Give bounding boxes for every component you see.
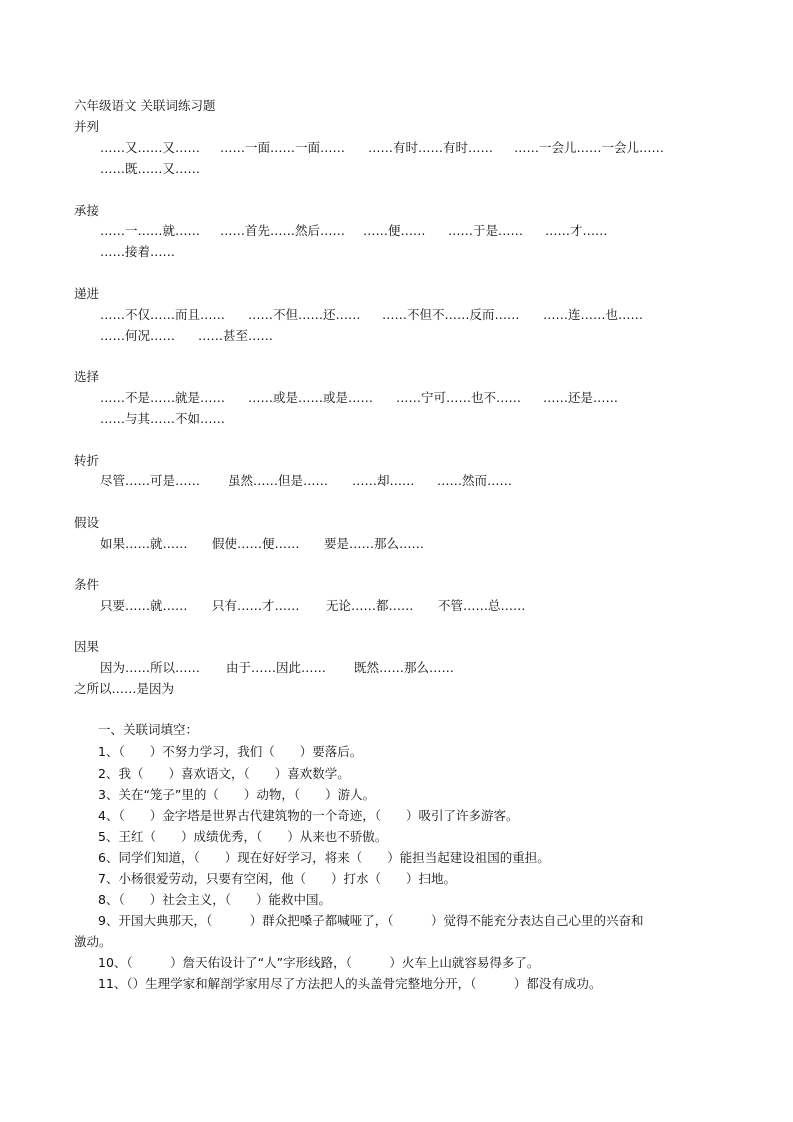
category-label-choice: 选择 <box>74 369 100 384</box>
category-label-parallel: 并列 <box>74 119 100 134</box>
conjunction-item: ……不但不……反而…… <box>382 307 520 322</box>
conjunction-item: 只要……就…… <box>100 598 188 613</box>
conjunction-item: ……还是…… <box>543 390 619 405</box>
question-3: 3、关在“笼子”里的（ ）动物，（ ）游人。 <box>98 787 376 802</box>
question-7: 7、小杨很爱劳动，只要有空闲，他（ ）打水（ ）扫地。 <box>98 871 456 886</box>
category-label-hypothesis: 假设 <box>74 515 100 530</box>
extra-conjunction: 之所以……是因为 <box>74 681 175 696</box>
category-label-sequence: 承接 <box>74 203 100 218</box>
conjunction-item: ……一面……一面…… <box>220 140 346 155</box>
conjunction-item: ……又……又…… <box>100 140 201 155</box>
conjunction-item: 既然……那么…… <box>354 660 455 675</box>
conjunction-item: 因为……所以…… <box>100 660 201 675</box>
conjunction-item: ……不但……还…… <box>248 307 361 322</box>
category-label-cause-effect: 因果 <box>74 639 100 654</box>
question-2: 2、我（ ）喜欢语文，（ ）喜欢数学。 <box>98 766 350 781</box>
conjunction-item: ……何况…… <box>100 328 176 343</box>
conjunction-item: ……却…… <box>352 473 415 488</box>
conjunction-item: ……有时……有时…… <box>368 140 494 155</box>
question-8: 8、（ ）社会主义，（ ）能救中国。 <box>98 892 331 907</box>
conjunction-item: 如果……就…… <box>100 536 188 551</box>
conjunction-item: ……与其……不如…… <box>100 411 226 426</box>
conjunction-item: 只有……才…… <box>212 598 300 613</box>
conjunction-item: 尽管……可是…… <box>100 473 201 488</box>
conjunction-item: ……不是……就是…… <box>100 390 226 405</box>
conjunction-item: ……或是……或是…… <box>248 390 374 405</box>
question-10: 10、（ ）詹天佑设计了“人”字形线路，（ ）火车上山就容易得多了。 <box>98 955 540 970</box>
conjunction-item: 无论……都…… <box>326 598 414 613</box>
conjunction-item: ……既……又…… <box>100 161 201 176</box>
conjunction-item: 虽然……但是…… <box>228 473 329 488</box>
question-1: 1、（ ）不努力学习，我们（ ）要落后。 <box>98 744 363 759</box>
conjunction-item: ……甚至…… <box>198 328 274 343</box>
question-9-continuation: 激动。 <box>74 934 112 949</box>
conjunction-item: ……然而…… <box>437 473 513 488</box>
conjunction-item: ……便…… <box>363 223 426 238</box>
question-4: 4、（ ）金字塔是世界古代建筑物的一个奇迹，（ ）吸引了许多游客。 <box>98 808 519 823</box>
conjunction-item: ……宁可……也不…… <box>396 390 522 405</box>
conjunction-item: 要是……那么…… <box>324 536 425 551</box>
category-label-condition: 条件 <box>74 577 100 592</box>
conjunction-item: 由于……因此…… <box>226 660 327 675</box>
question-11: 11、（）生理学家和解剖学家用尽了方法把人的头盖骨完整地分开，（ ）都没有成功。 <box>98 976 602 991</box>
conjunction-item: ……连……也…… <box>543 307 644 322</box>
conjunction-item: ……首先……然后…… <box>220 223 346 238</box>
category-label-contrast: 转折 <box>74 453 100 468</box>
category-label-progression: 递进 <box>74 286 100 301</box>
conjunction-item: ……接着…… <box>100 244 176 259</box>
conjunction-item: ……于是…… <box>448 223 524 238</box>
question-5: 5、王红（ ）成绩优秀，（ ）从来也不骄傲。 <box>98 829 388 844</box>
question-9: 9、开国大典那天，（ ）群众把嗓子都喊哑了，（ ）觉得不能充分表达自己心里的兴奋和 <box>98 913 644 928</box>
conjunction-item: ……一……就…… <box>100 223 201 238</box>
question-6: 6、同学们知道，（ ）现在好好学习，将来（ ）能担当起建设祖国的重担。 <box>98 850 550 865</box>
conjunction-item: 假使……便…… <box>212 536 300 551</box>
conjunction-item: ……才…… <box>545 223 608 238</box>
conjunction-item: ……不仅……而且…… <box>100 307 226 322</box>
conjunction-item: 不管……总…… <box>438 598 526 613</box>
document-title: 六年级语文 关联词练习题 <box>74 98 216 113</box>
conjunction-item: ……一会儿……一会儿…… <box>514 140 665 155</box>
exercise-heading: 一、关联词填空： <box>98 722 199 737</box>
